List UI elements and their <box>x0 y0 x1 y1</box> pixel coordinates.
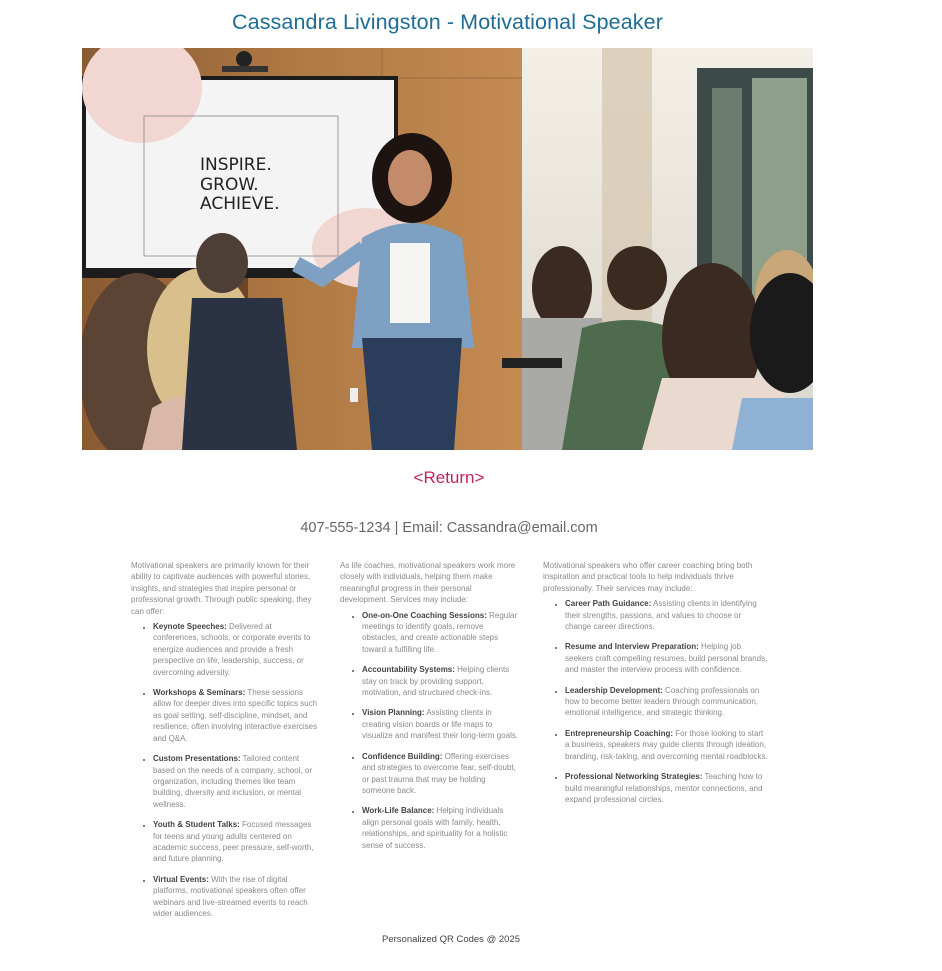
item-term: Workshops & Seminars: <box>153 688 246 698</box>
item-text: Coaching professionals on how to become better leaders through communication, emotional intelligence, and strategic thinking. <box>565 685 760 718</box>
list-item <box>565 771 768 805</box>
item-text: Helping individuals align personal goals with family, health, relationships, and spirituality for a holistic sense of success. <box>362 806 508 850</box>
item-term: Entrepreneurship Coaching: <box>565 728 674 738</box>
item-term: Leadership Development: <box>565 685 663 695</box>
list-item <box>565 728 768 762</box>
item-term: Virtual Events: <box>153 874 209 884</box>
item-term: Keynote Speeches: <box>153 622 227 632</box>
item-text: Assisting clients in identifying their strengths, passions, and values to choose or change career directions. <box>565 599 757 632</box>
item-term: Professional Networking Strategies: <box>565 772 703 782</box>
page-title: Cassandra Livingston - Motivational Speaker <box>232 10 663 34</box>
list-item <box>362 664 520 698</box>
column-life-coaching <box>340 560 520 860</box>
item-term: Confidence Building: <box>362 751 443 761</box>
item-term: Resume and Interview Preparation: <box>565 642 699 652</box>
list-item <box>362 751 520 797</box>
item-text: For those looking to start a business, speakers may guide clients through ideation, branding, risk-taking, and overcoming mental roadblocks. <box>565 728 768 761</box>
list-item <box>153 819 319 865</box>
item-text: Teaching how to build meaningful relationships, mentor connections, and expand professional circles. <box>565 772 763 804</box>
services-list <box>131 621 319 919</box>
screen-text-line-2: GROW. <box>200 175 259 195</box>
item-term: Custom Presentations: <box>153 754 241 764</box>
column-public-speaking <box>131 560 319 928</box>
list-item <box>565 641 768 675</box>
screen-text-line-1: INSPIRE. <box>200 155 272 175</box>
list-item <box>362 707 520 741</box>
item-text: Helping clients stay on track by providing support, motivation, and structured check-ins. <box>362 665 510 698</box>
list-item <box>153 753 319 810</box>
return-link[interactable]: <Return> <box>413 468 485 487</box>
list-item <box>565 598 768 632</box>
list-item <box>565 685 768 719</box>
footer-copyright: Personalized QR Codes @ 2025 <box>382 934 520 945</box>
column-intro: As life coaches, motivational speakers work more closely with individuals, helping them make meaningful progress in their personal development. Services may include: <box>340 561 516 605</box>
column-career-coaching <box>543 560 768 814</box>
item-term: Career Path Guidance: <box>565 599 652 609</box>
item-term: One-on-One Coaching Sessions: <box>362 610 487 620</box>
item-term: Vision Planning: <box>362 708 425 718</box>
item-text: Offering exercises and strategies to overcome fear, self-doubt, or past trauma that may be holding someone back. <box>362 751 516 795</box>
item-text: Focused messages for teens and young adults centered on academic success, peer pressure, self-worth, and future planning. <box>153 820 314 864</box>
column-intro: Motivational speakers are primarily known for their ability to captivate audiences with powerful stories, insights, and strategies that inspire personal or professional growth. Through public speaking, they can offer: <box>131 561 312 616</box>
list-item <box>362 805 520 851</box>
hero-photo <box>82 48 813 450</box>
item-text: Tailored content based on the needs of a company, school, or organization, including themes like team building, diversity and inclusion, or mental wellness. <box>153 754 313 809</box>
item-text: Helping job seekers craft compelling resumes, build personal brands, and master the interview process with confidence. <box>565 642 768 675</box>
item-text: Assisting clients in creating vision boards or life maps to visualize and manifest their long-term goals. <box>362 708 519 741</box>
column-intro: Motivational speakers who offer career coaching bring both inspiration and practical tools to help individuals thrive professionally. Their services may include: <box>543 561 753 593</box>
item-text: Regular meetings to identify goals, remove obstacles, and create actionable steps toward a fulfilling life. <box>362 610 518 654</box>
item-term: Work-Life Balance: <box>362 806 435 816</box>
item-text: Delivered at conferences, schools, or corporate events to energize audiences and provide a fresh perspective on life, leadership, success, or overcoming adversity. <box>153 622 311 677</box>
services-list <box>543 598 768 805</box>
item-term: Youth & Student Talks: <box>153 820 240 830</box>
contact-info: 407-555-1234 | Email: Cassandra@email.com <box>300 520 598 536</box>
screen-text-line-3: ACHIEVE. <box>200 194 280 214</box>
item-text: With the rise of digital platforms, motivational speakers often offer webinars and live-streamed events to reach wider audiences. <box>153 874 308 918</box>
item-term: Accountability Systems: <box>362 665 455 675</box>
item-text: These sessions allow for deeper dives into specific topics such as goal setting, self-discipline, mindset, and resilience, often involving interactive exercises and Q&A. <box>153 688 318 743</box>
list-item <box>153 621 319 678</box>
list-item <box>153 874 319 920</box>
list-item <box>362 610 520 656</box>
list-item <box>153 687 319 744</box>
services-list <box>340 610 520 851</box>
